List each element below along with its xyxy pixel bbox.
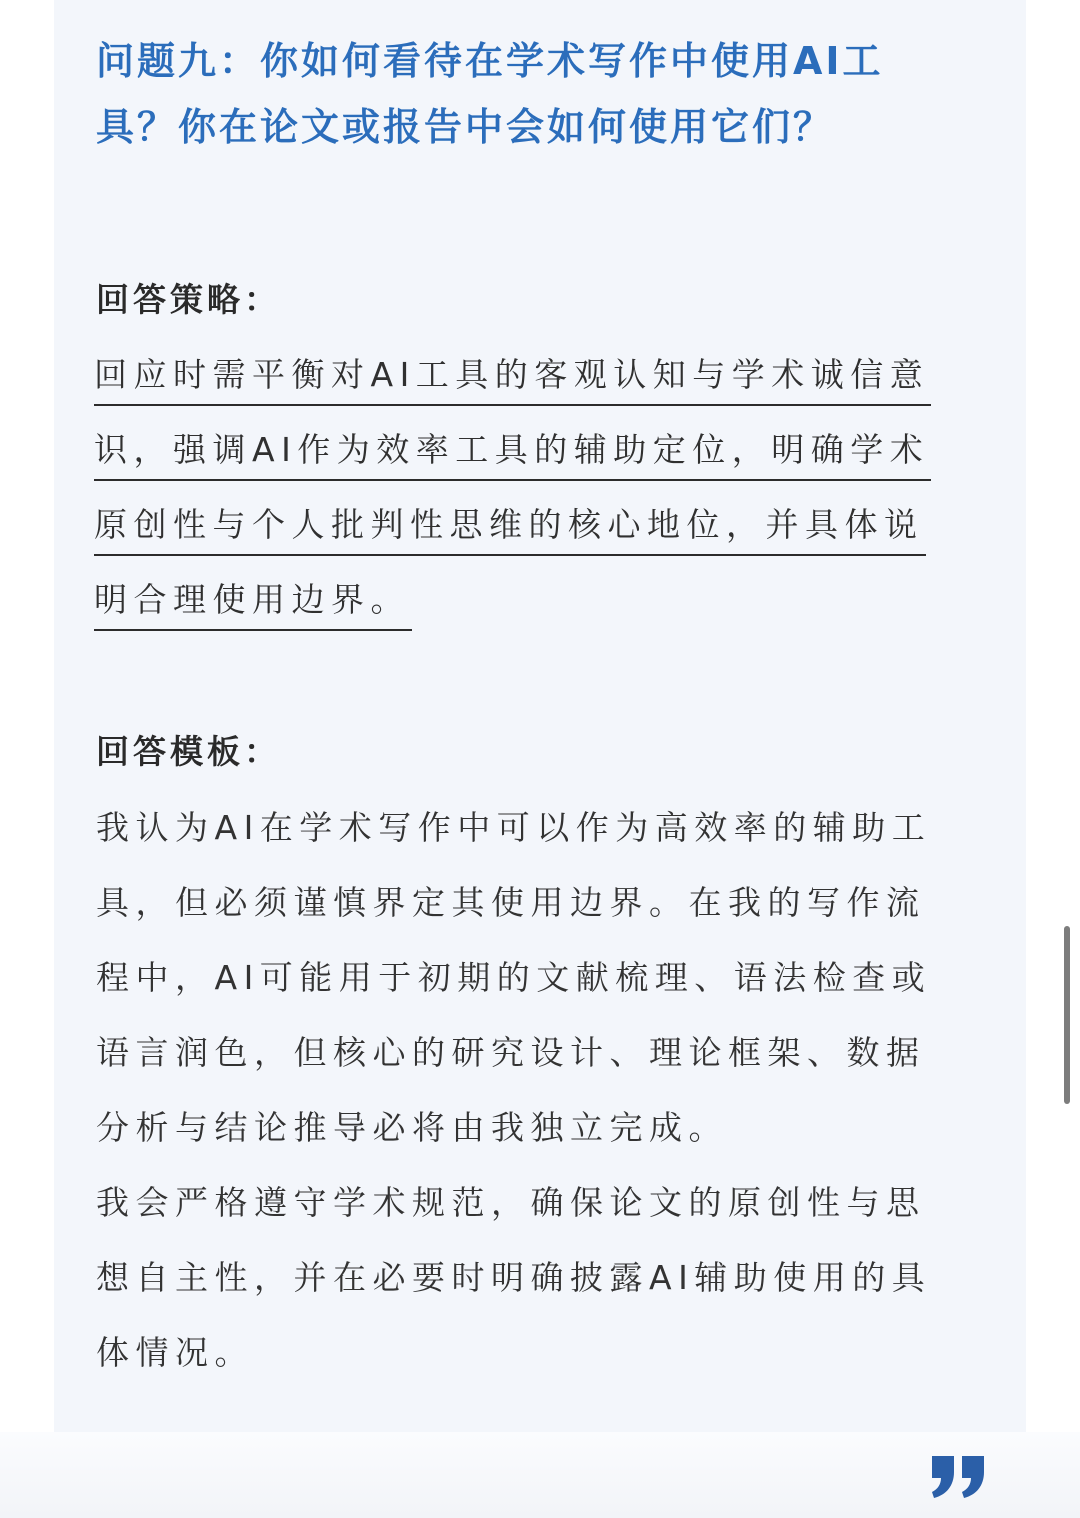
strategy-line: 原创性与个人批判性思维的核心地位，并具体说	[94, 496, 926, 556]
template-line: 程中，AI可能用于初期的文献梳理、语法检查或	[96, 958, 932, 997]
template-title: 回答模板：	[96, 732, 281, 771]
question-line: 问题九：你如何看待在学术写作中使用AI工	[96, 39, 884, 83]
question-line: 具？你在论文或报告中会如何使用它们？	[96, 105, 835, 149]
strategy-line: 明合理使用边界。	[94, 571, 412, 631]
strategy-line: 识，强调AI作为效率工具的辅助定位，明确学术	[94, 421, 931, 481]
template-line: 具，但必须谨慎界定其使用边界。在我的写作流	[96, 883, 926, 922]
question-heading	[96, 28, 996, 160]
template-line: 语言润色，但核心的研究设计、理论框架、数据	[96, 1033, 926, 1072]
footer-band	[0, 1432, 1080, 1518]
strategy-text	[94, 346, 986, 646]
template-line: 想自主性，并在必要时明确披露AI辅助使用的具	[96, 1258, 932, 1297]
template-line: 我会严格遵守学术规范，确保论文的原创性与思	[96, 1183, 926, 1222]
template-line: 体情况。	[96, 1333, 254, 1372]
closing-quote-icon	[926, 1452, 990, 1500]
strategy-title: 回答策略：	[96, 280, 281, 319]
template-line: 我认为AI在学术写作中可以作为高效率的辅助工	[96, 808, 932, 847]
template-text	[96, 796, 986, 1396]
quote-mark-right	[962, 1456, 984, 1498]
strategy-line: 回应时需平衡对AI工具的客观认知与学术诚信意	[94, 346, 931, 406]
template-line: 分析与结论推导必将由我独立完成。	[96, 1108, 728, 1147]
quote-mark-left	[932, 1456, 954, 1498]
scrollbar-thumb[interactable]	[1064, 926, 1070, 1104]
